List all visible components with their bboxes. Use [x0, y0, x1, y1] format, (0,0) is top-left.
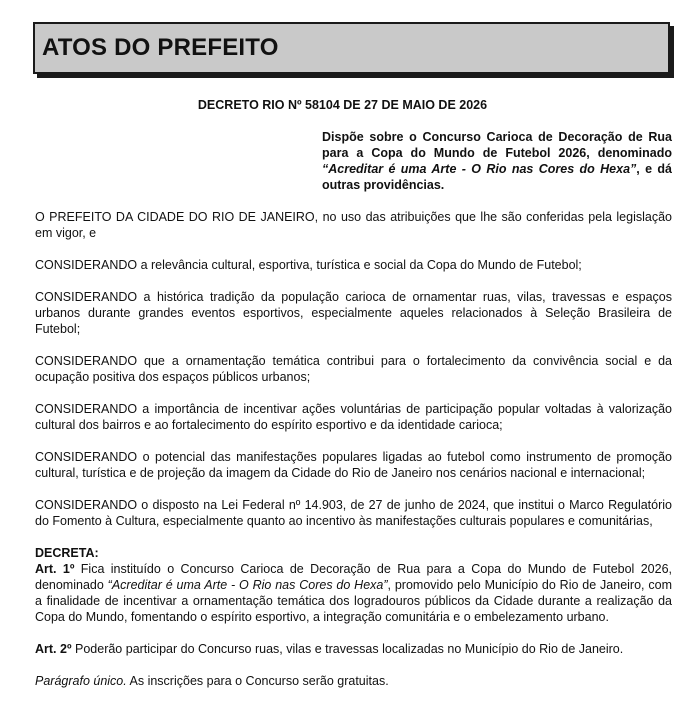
ementa: [322, 129, 672, 193]
preamble-authority: O PREFEITO DA CIDADE DO RIO DE JANEIRO: [35, 210, 315, 224]
ementa-contest-name: “Acreditar é uma Arte - O Rio nas Cores do Hexa”: [322, 162, 637, 176]
article-2: [35, 641, 672, 657]
article-1: [35, 561, 672, 625]
considerando-2: CONSIDERANDO a histórica tradição da população carioca de ornamentar ruas, vilas, travessas e espaços urbanos durante grandes eventos esportivos, especialmente aqueles relacionados à Seleção Brasileira de Futebol;: [35, 290, 672, 336]
paragrafo-unico-label: Parágrafo único.: [35, 674, 127, 688]
considerando-1: CONSIDERANDO a relevância cultural, esportiva, turística e social da Copa do Mundo de Futebol;: [35, 258, 582, 272]
decree-title: DECRETO RIO Nº 58104 DE 27 DE MAIO DE 2026: [197, 98, 488, 112]
section-header-box: [33, 22, 670, 74]
article-1-text-1: Fica instituído o Concurso Carioca de Decoração de Rua para a Copa do Mundo de Futebol 2026, denominado: [35, 562, 672, 592]
considerando-6: CONSIDERANDO o disposto na Lei Federal nº 14.903, de 27 de junho de 2024, que institui o Marco Regulatório do Fomento à Cultura, especialmente quanto ao incentivo às manifestações culturais populares e comunitárias,: [35, 498, 672, 528]
considerando-5: CONSIDERANDO o potencial das manifestações populares ligadas ao futebol como instrumento de promoção cultural, turística e de projeção da imagem da Cidade do Rio de Janeiro nos cenários nacional e internacional;: [35, 450, 672, 480]
ementa-text-1: Dispõe sobre o Concurso Carioca de Decoração de Rua para a Copa do Mundo de Futebol 2026, denominado: [322, 130, 672, 160]
section-header-title: ATOS DO PREFEITO: [42, 34, 279, 61]
considerando-3: CONSIDERANDO que a ornamentação temática contribui para o fortalecimento da convivência social e da ocupação positiva dos espaços públicos urbanos;: [35, 354, 672, 384]
decreta-label: [35, 545, 672, 561]
article-1-contest-name: “Acreditar é uma Arte - O Rio nas Cores do Hexa”: [107, 578, 388, 592]
considerando-4: CONSIDERANDO a importância de incentivar ações voluntárias de participação popular voltadas à valorização cultural dos bairros e ao fortalecimento do espírito esportivo e da identidade carioca;: [35, 402, 672, 432]
article-2-label: Art. 2º: [35, 642, 72, 656]
ementa-text-2: , e dá outras providências.: [322, 162, 673, 192]
preamble: [35, 209, 672, 241]
article-1-label: Art. 1º: [35, 562, 75, 576]
decreta-text: DECRETA:: [35, 546, 99, 560]
article-1-text-2: , promovido pelo Município do Rio de Janeiro, com a finalidade de incentivar a ornamentação temática dos logradouros públicos da Cidade durante a realização da Copa do Mundo, fomentando o espírito esportivo, a integração comunitária e o embelezamento urbano.: [35, 578, 672, 624]
decree-body: [35, 209, 672, 705]
paragrafo-unico: [35, 673, 672, 689]
paragrafo-unico-text: As inscrições para o Concurso serão gratuitas.: [126, 674, 389, 688]
article-2-text: Poderão participar do Concurso ruas, vilas e travessas localizadas no Município do Rio de Janeiro.: [71, 642, 624, 656]
preamble-text: , no uso das atribuições que lhe são conferidas pela legislação em vigor, e: [35, 210, 672, 240]
